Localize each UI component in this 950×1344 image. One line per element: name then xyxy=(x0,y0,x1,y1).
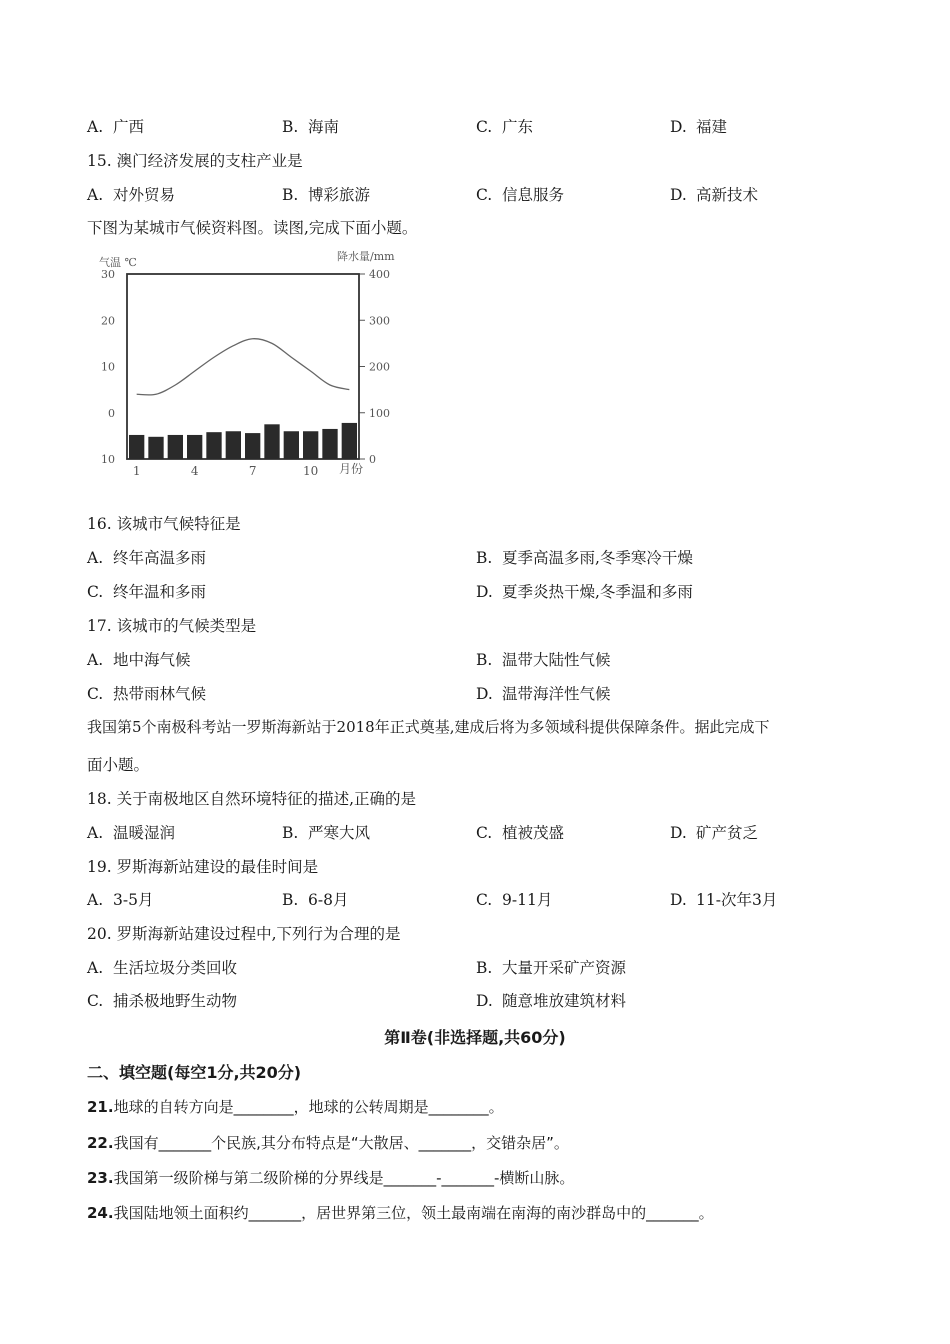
right-tick-label: 100 xyxy=(369,406,390,420)
q15-stem: 15. 澳门经济发展的支柱产业是 xyxy=(87,152,303,170)
q14-option-d: D. 福建 xyxy=(670,118,728,136)
antarctic-intro-line1: 我国第5个南极科考站一罗斯海新站于2018年正式奠基,建成后将为多领域科提供保障条件。据此完成下 xyxy=(87,718,770,736)
q20-stem: 20. 罗斯海新站建设过程中,下列行为合理的是 xyxy=(87,925,401,943)
left-tick-label: 10 xyxy=(101,453,115,466)
q18-option-a: A. 温暖湿润 xyxy=(87,824,176,842)
precip-bar xyxy=(187,435,202,459)
right-tick-labels xyxy=(359,268,390,466)
left-tick-labels xyxy=(101,268,115,466)
precip-bar xyxy=(342,423,357,459)
q19-option-a: A. 3-5月 xyxy=(87,891,154,909)
q17-option-b: B. 温带大陆性气候 xyxy=(476,651,611,669)
left-tick-label: 0 xyxy=(108,406,115,420)
fill-question-22: 22.我国有_______个民族,其分布特点是“大散居、_______，交错杂居”。 xyxy=(87,1134,569,1152)
precip-bar xyxy=(303,431,318,459)
q20-option-a: A. 生活垃圾分类回收 xyxy=(87,959,238,977)
precip-bar xyxy=(245,433,260,459)
q15-option-a: A. 对外贸易 xyxy=(87,186,176,204)
q19-stem: 19. 罗斯海新站建设的最佳时间是 xyxy=(87,858,319,876)
q19-option-c: C. 9-11月 xyxy=(476,891,553,909)
q14-option-a: A. 广西 xyxy=(87,118,145,136)
left-tick-label: 20 xyxy=(101,314,115,328)
precip-bar xyxy=(284,431,299,459)
left-tick-label: 10 xyxy=(101,360,115,374)
fill-question-24: 24.我国陆地领土面积约_______，居世界第三位，领土最南端在南海的南沙群岛中的_______。 xyxy=(87,1204,714,1222)
left-axis-label: 气温 ℃ xyxy=(99,256,137,269)
q18-option-b: B. 严寒大风 xyxy=(282,824,371,842)
precip-bar xyxy=(129,435,144,459)
right-tick-label: 400 xyxy=(369,268,390,281)
precip-bar xyxy=(322,429,337,459)
q18-stem: 18. 关于南极地区自然环境特征的描述,正确的是 xyxy=(87,790,417,808)
x-tick-label: 4 xyxy=(190,464,199,478)
q16-option-d: D. 夏季炎热干燥,冬季温和多雨 xyxy=(476,583,693,601)
q20-option-d: D. 随意堆放建筑材料 xyxy=(476,992,627,1010)
q15-option-c: C. 信息服务 xyxy=(476,186,565,204)
q16-option-b: B. 夏季高温多雨,冬季寒冷干燥 xyxy=(476,549,693,567)
fill-question-23: 23.我国第一级阶梯与第二级阶梯的分界线是_______-_______-横断山脉。 xyxy=(87,1169,575,1187)
q19-option-b: B. 6-8月 xyxy=(282,891,349,909)
antarctic-intro-line2: 面小题。 xyxy=(87,756,150,774)
q17-option-c: C. 热带雨林气候 xyxy=(87,685,207,703)
q16-option-c: C. 终年温和多雨 xyxy=(87,583,207,601)
right-tick-label: 200 xyxy=(369,360,390,374)
climate-intro: 下图为某城市气候资料图。读图,完成下面小题。 xyxy=(87,219,418,237)
q18-option-c: C. 植被茂盛 xyxy=(476,824,565,842)
right-axis-label: 降水量/mm xyxy=(337,250,395,263)
q15-option-d: D. 高新技术 xyxy=(670,186,759,204)
q15-option-b: B. 博彩旅游 xyxy=(282,186,371,204)
q17-stem: 17. 该城市的气候类型是 xyxy=(87,617,257,635)
precip-bar xyxy=(226,431,241,459)
q20-option-b: B. 大量开采矿产资源 xyxy=(476,959,627,977)
precip-bar xyxy=(168,435,183,459)
part2-title: 第Ⅱ卷(非选择题,共60分) xyxy=(384,1028,566,1047)
x-tick-label: 10 xyxy=(303,464,319,478)
precip-bar xyxy=(264,424,279,459)
q19-option-d: D. 11-次年3月 xyxy=(670,891,778,909)
q14-option-b: B. 海南 xyxy=(282,118,340,136)
right-tick-label: 300 xyxy=(369,314,390,328)
q16-option-a: A. 终年高温多雨 xyxy=(87,549,207,567)
q16-stem: 16. 该城市气候特征是 xyxy=(87,515,241,533)
x-unit-label: 月份 xyxy=(339,462,364,476)
temperature-curve xyxy=(137,339,350,395)
x-tick-labels xyxy=(133,464,318,478)
precip-bar xyxy=(206,432,221,459)
q18-option-d: D. 矿产贫乏 xyxy=(670,824,759,842)
precip-bar xyxy=(148,437,163,459)
left-tick-label: 30 xyxy=(101,268,115,281)
q20-option-c: C. 捕杀极地野生动物 xyxy=(87,992,238,1010)
fill-question-21: 21.地球的自转方向是________，地球的公转周期是________。 xyxy=(87,1098,504,1116)
section2-title: 二、填空题(每空1分,共20分) xyxy=(87,1063,302,1082)
precipitation-bars xyxy=(129,423,357,459)
right-tick-label: 0 xyxy=(369,453,376,466)
q17-option-d: D. 温带海洋性气候 xyxy=(476,685,611,703)
x-tick-label: 1 xyxy=(132,464,141,478)
x-tick-label: 7 xyxy=(248,464,257,478)
q14-option-c: C. 广东 xyxy=(476,118,534,136)
climate-chart xyxy=(85,246,415,486)
q17-option-a: A. 地中海气候 xyxy=(87,651,191,669)
